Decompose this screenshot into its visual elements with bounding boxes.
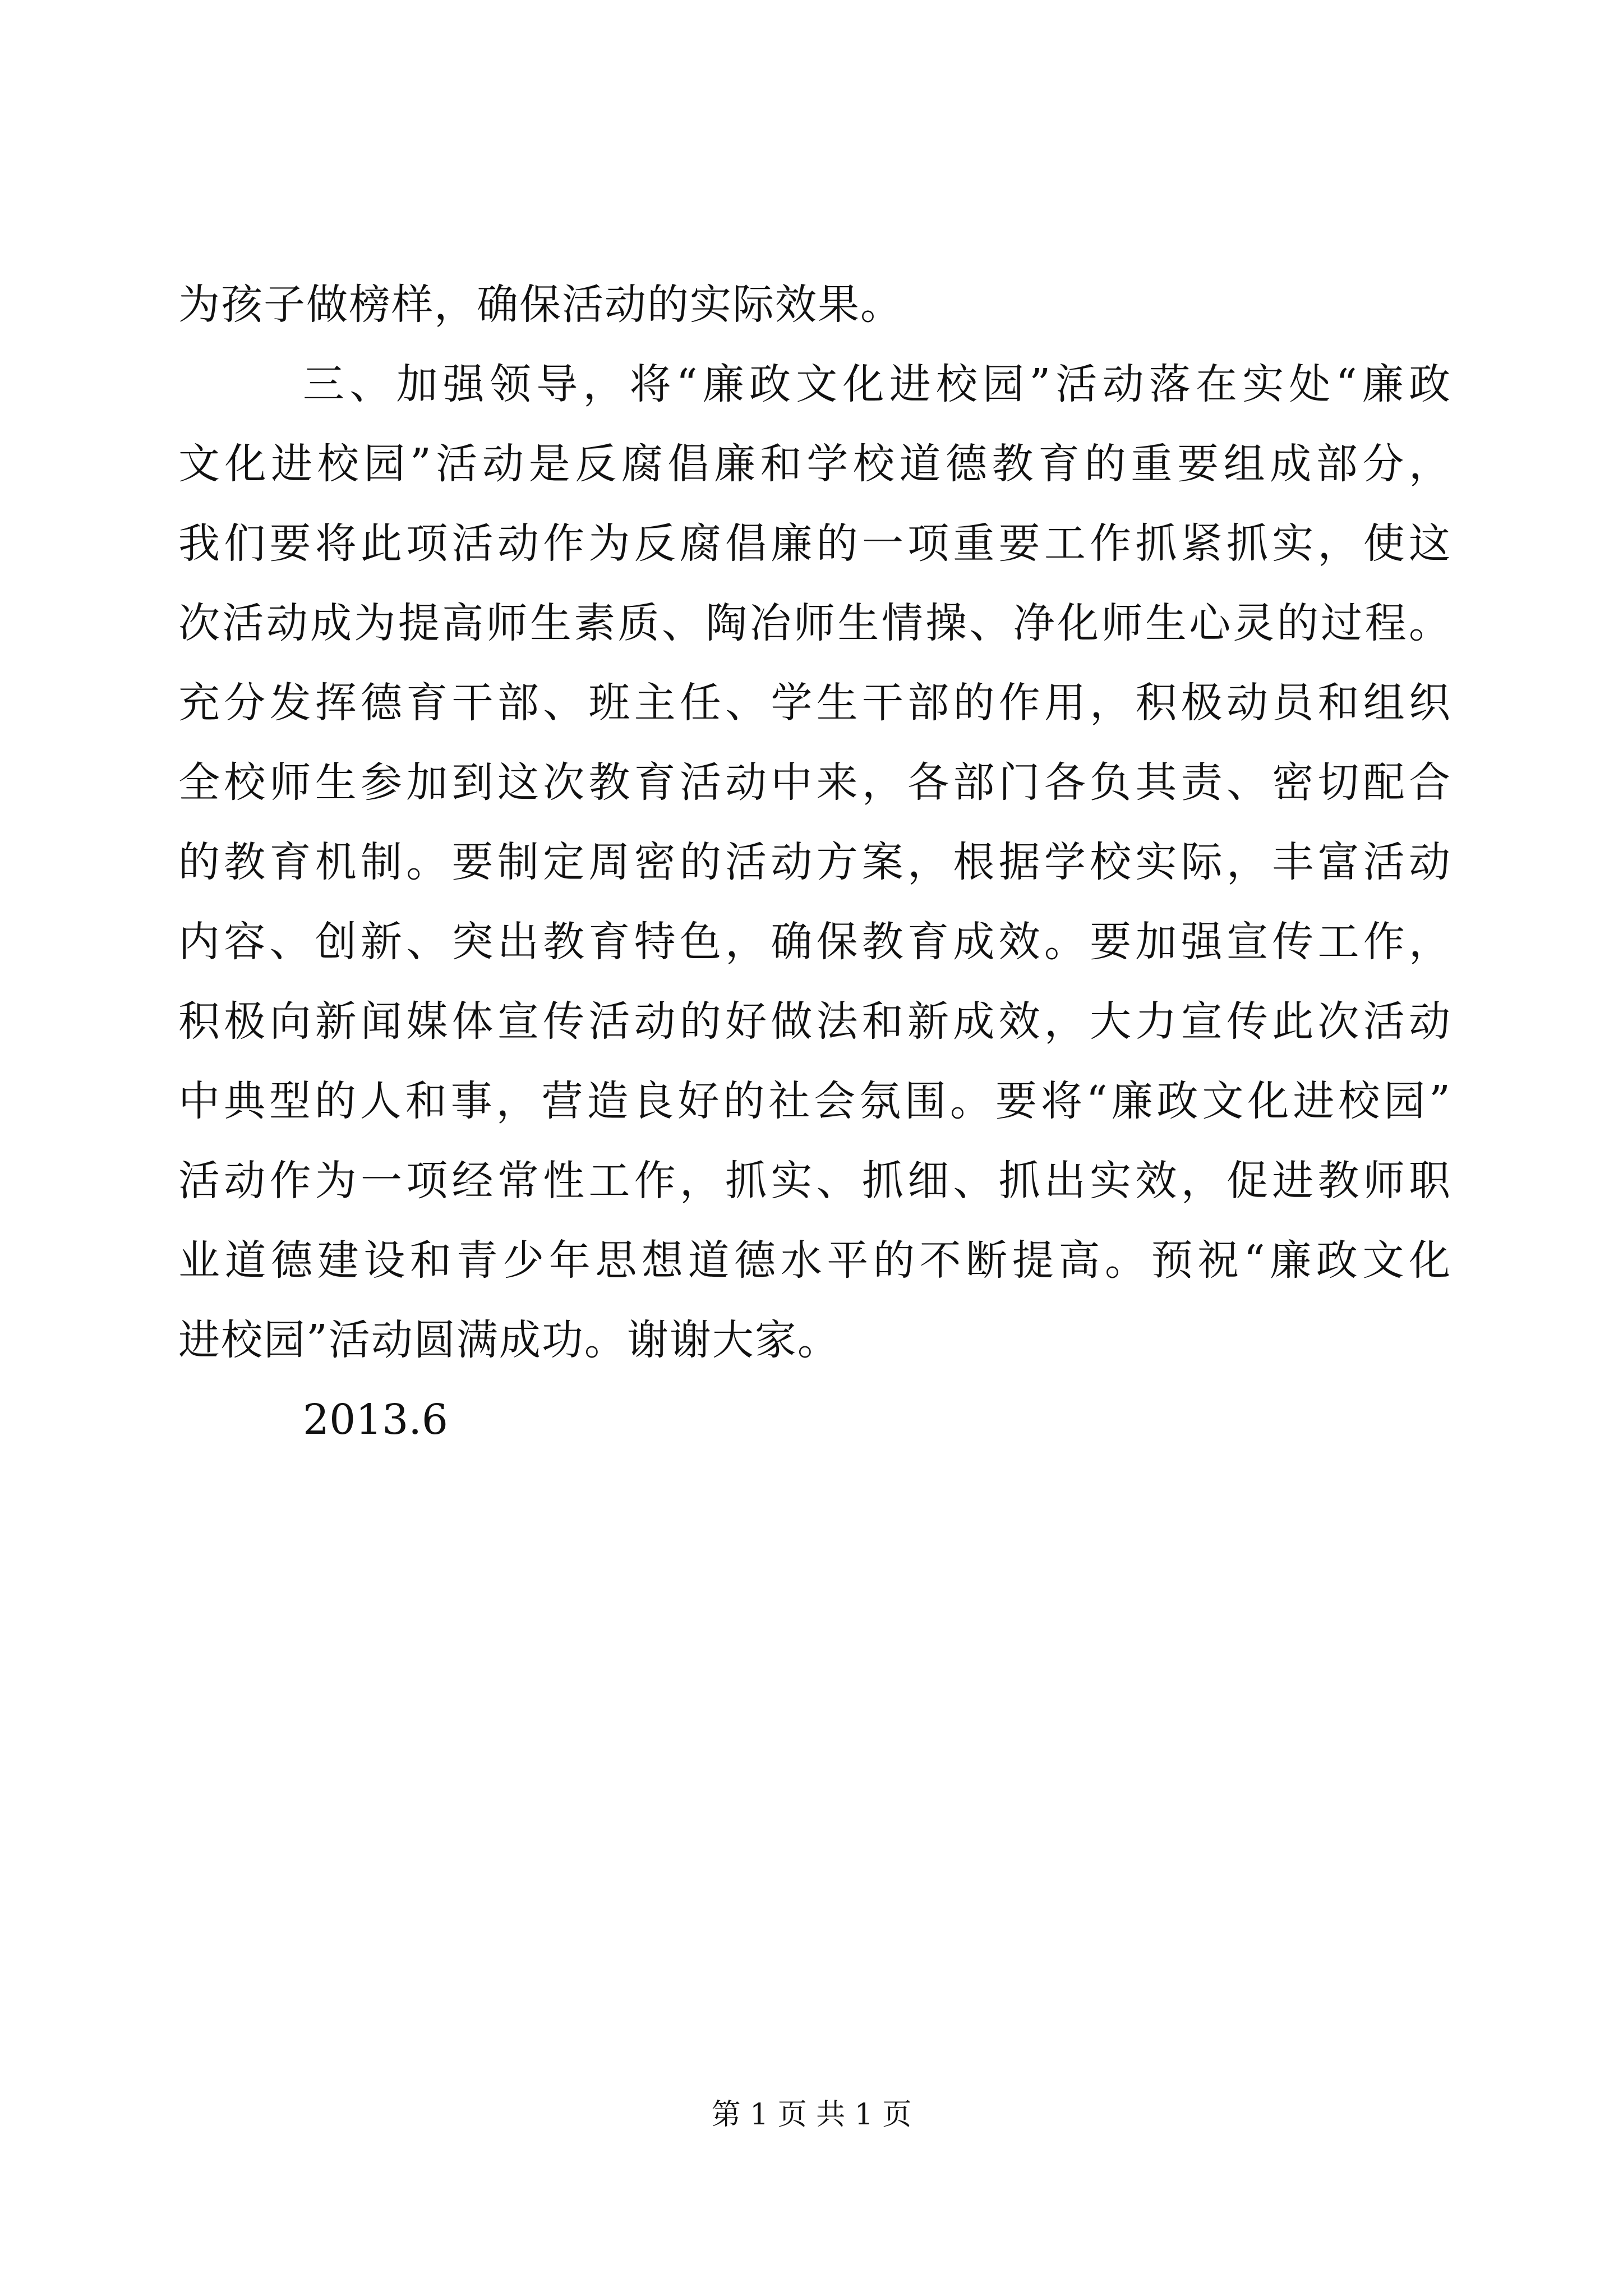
paragraph-line: 充分发挥德育干部、班主任、学生干部的作用，积极动员和组织 — [178, 679, 1451, 727]
document-body — [178, 265, 1451, 1460]
paragraph-line: 文化进校园”活动是反腐倡廉和学校道德教育的重要组成部分， — [178, 440, 1451, 488]
paragraph-line: 我们要将此项活动作为反腐倡廉的一项重要工作抓紧抓实，使这 — [178, 519, 1451, 568]
paragraph-line: 积极向新闻媒体宣传活动的好做法和新成效，大力宣传此次活动 — [178, 997, 1451, 1046]
paragraph-line: 为孩子做榜样，确保活动的实际效果。 — [178, 280, 903, 329]
page-footer: 第 1 页 共 1 页 — [711, 2098, 912, 2132]
paragraph-line: 进校园”活动圆满成功。谢谢大家。 — [178, 1316, 840, 1364]
paragraph-line: 中典型的人和事，营造良好的社会氛围。要将“廉政文化进校园” — [178, 1077, 1451, 1125]
paragraph-line: 内容、创新、突出教育特色，确保教育成效。要加强宣传工作， — [178, 918, 1451, 966]
paragraph-line: 业道德建设和青少年思想道德水平的不断提高。预祝“廉政文化 — [178, 1236, 1451, 1285]
paragraph-line: 全校师生参加到这次教育活动中来，各部门各负其责、密切配合 — [178, 758, 1451, 807]
paragraph-line: 活动作为一项经常性工作，抓实、抓细、抓出实效，促进教师职 — [178, 1157, 1451, 1205]
paragraph-line: 的教育机制。要制定周密的活动方案，根据学校实际，丰富活动 — [178, 838, 1451, 886]
paragraph-line: 次活动成为提高师生素质、陶冶师生情操、净化师生心灵的过程。 — [178, 599, 1451, 647]
document-date: 2013.6 — [303, 1396, 448, 1444]
paragraph-line: 三、加强领导，将“廉政文化进校园”活动落在实处“廉政 — [303, 360, 1451, 408]
